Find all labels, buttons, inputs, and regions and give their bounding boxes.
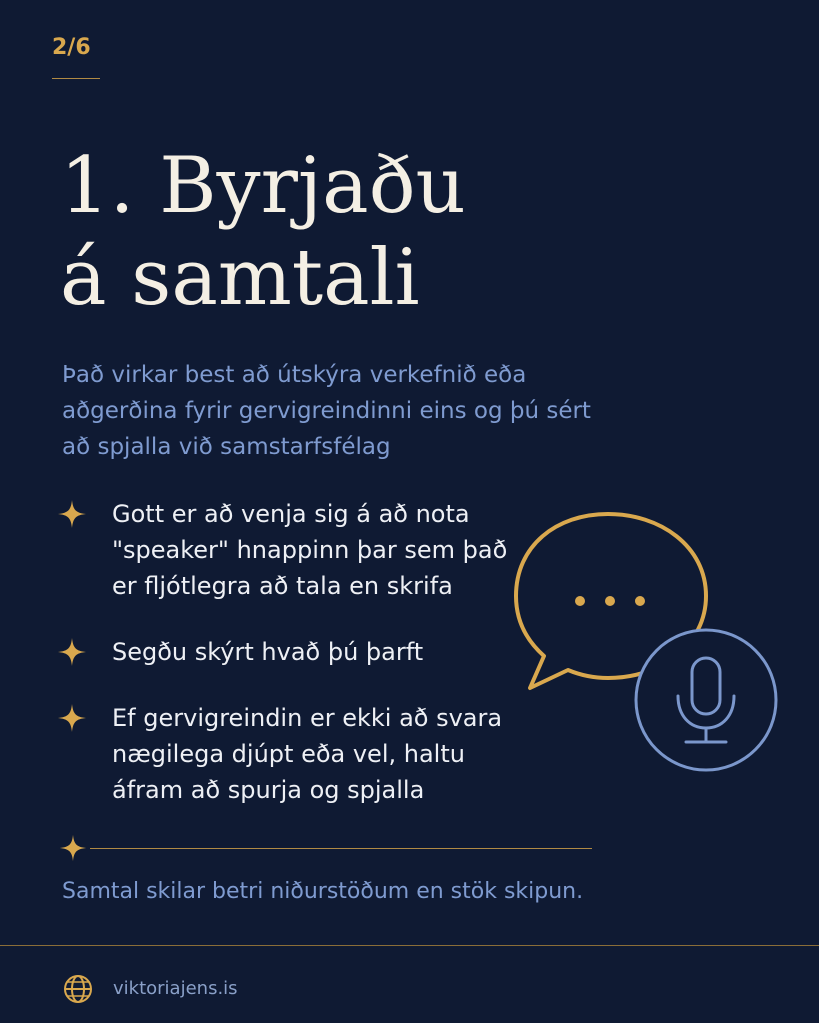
title-line-1: 1. Byrjaðu — [60, 141, 466, 231]
page-indicator: 2/6 — [52, 35, 91, 60]
page-indicator-underline — [52, 78, 100, 79]
sparkle-icon — [56, 636, 88, 668]
tips-list — [56, 496, 516, 808]
conclusion-text: Samtal skilar betri niðurstöðum en stök skipun. — [62, 879, 584, 904]
list-item-text: Gott er að venja sig á að nota "speaker" hnappinn þar sem það er fljótlegra að tala en skrifa — [112, 500, 508, 600]
website-link[interactable]: viktoriajens.is — [113, 978, 238, 999]
list-item — [56, 496, 516, 604]
list-item-text: Segðu skýrt hvað þú þarft — [112, 638, 424, 666]
sparkle-icon — [58, 833, 88, 863]
page-title — [60, 140, 680, 324]
list-item-text: Ef gervigreindin er ekki að svara nægilega djúpt eða vel, haltu áfram að spurja og spjalla — [112, 704, 503, 804]
list-item — [56, 700, 516, 808]
sparkle-icon — [56, 498, 88, 530]
divider — [90, 848, 592, 849]
sparkle-icon — [56, 702, 88, 734]
list-item — [56, 634, 516, 670]
microphone-icon — [636, 630, 776, 770]
intro-text: Það virkar best að útskýra verkefnið eða aðgerðina fyrir gervigreindinni eins og þú sért að spjalla við samstarfsfélag — [62, 362, 591, 460]
conversation-illustration — [510, 510, 790, 780]
footer-divider — [0, 945, 819, 946]
globe-icon — [62, 973, 94, 1005]
title-line-2: á samtali — [60, 233, 420, 323]
